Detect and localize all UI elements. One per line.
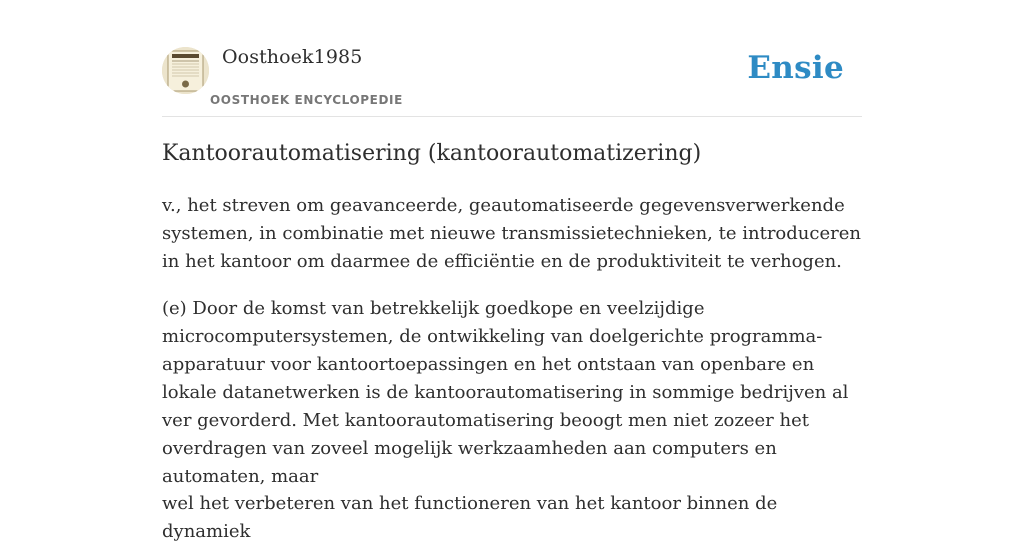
brand-logo[interactable]: Ensie [747, 50, 844, 86]
avatar[interactable] [162, 47, 209, 94]
article-paragraph: (e) Door de komst van betrekkelijk goedkope en veelzijdige microcomputersystemen, de ontwikkeling van doelgerichte programma-apparatuur voor kantoortoepassingen en het ontstaan van openbare en lokale datanetwerken is de kantoorautomatisering in sommige bedrijven al ver gevorderd. Met kantoorautomatisering beoogt men niet zozeer het overdragen van zoveel mogelijk werkzaamheden aan computers en automaten, maar [162, 298, 849, 487]
author-name[interactable]: Oosthoek1985 [222, 46, 363, 68]
article-paragraph: v., het streven om geavanceerde, geautomatiseerde gegevensverwerkende systemen, in combinatie met nieuwe transmissietechnieken, te introduceren in het kantoor om daarmee de efficiëntie en de produktiviteit te verhogen. [162, 195, 861, 272]
source-label[interactable]: OOSTHOEK ENCYCLOPEDIE [210, 93, 403, 107]
article-paragraph: wel het verbeteren van het functioneren van het kantoor binnen de dynamiek [162, 493, 778, 542]
article-title: Kantoorautomatisering (kantoorautomatizering) [162, 141, 702, 166]
article-header [162, 40, 862, 117]
encyclopedia-cover-icon [162, 47, 209, 94]
